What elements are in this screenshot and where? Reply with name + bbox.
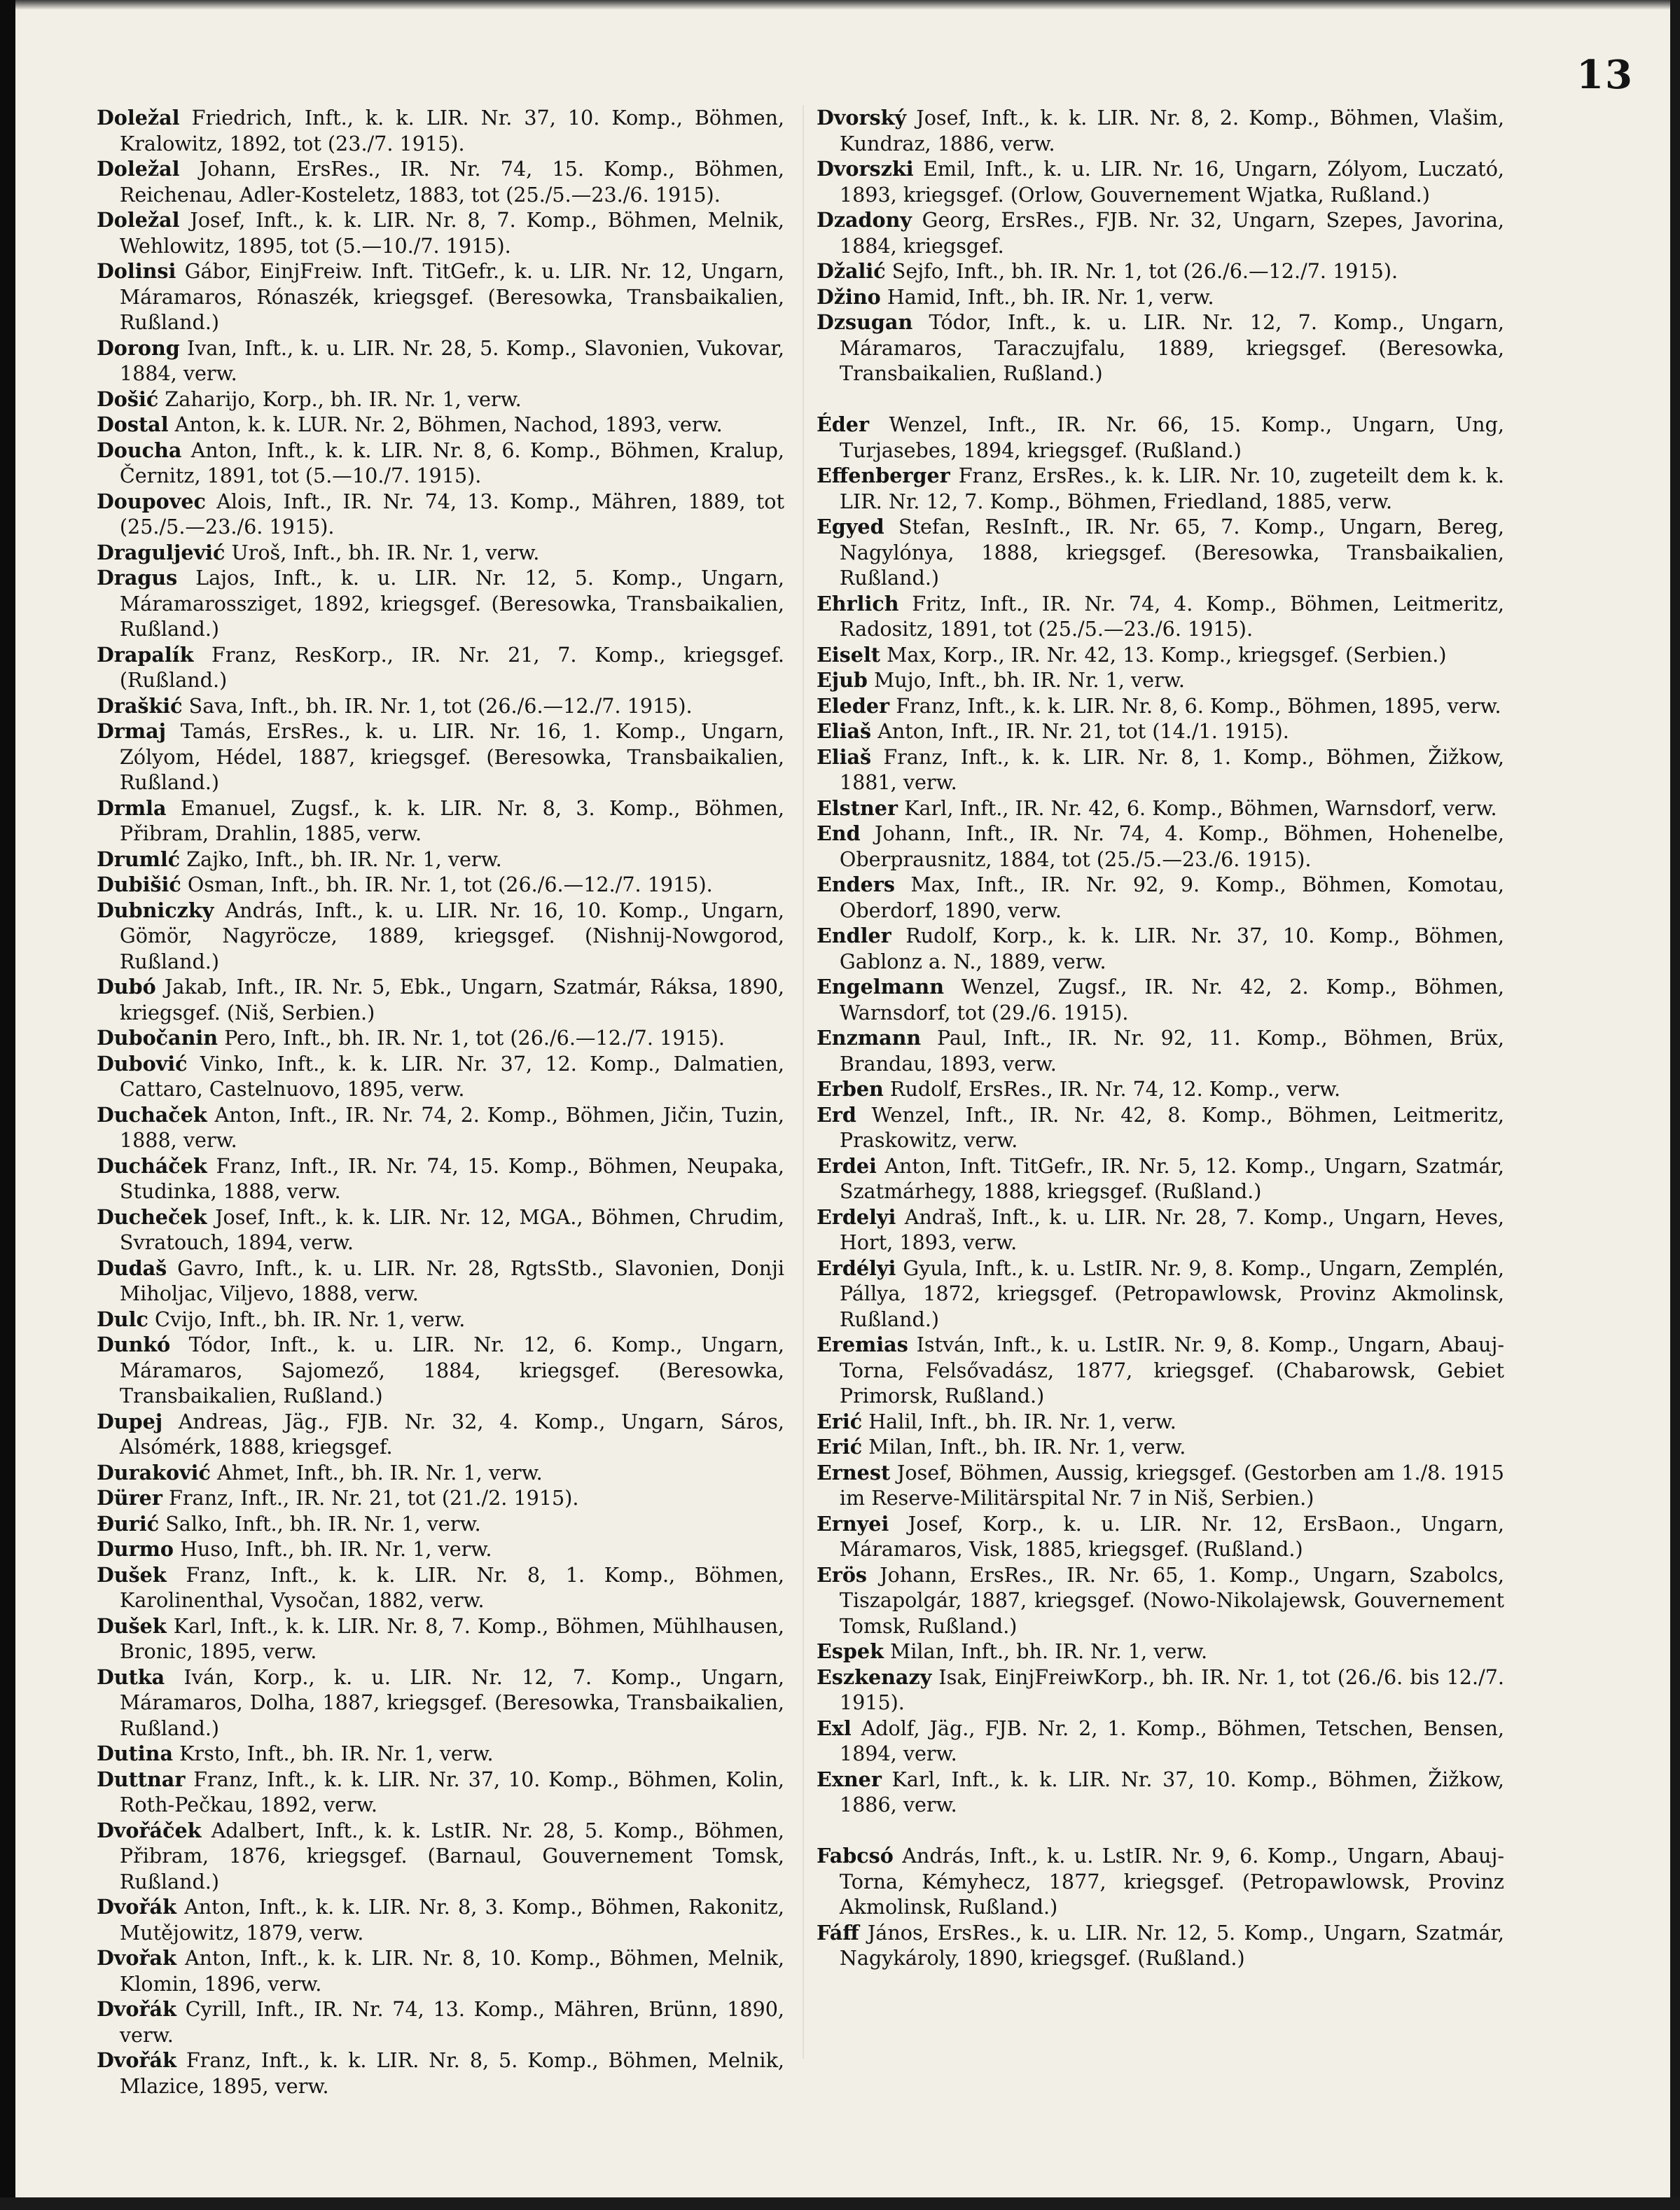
entry-details: Sejfo, Inft., bh. IR. Nr. 1, tot (26./6.—12./7. 1915). <box>885 259 1398 283</box>
casualty-entry <box>817 872 1504 923</box>
entry-surname: Ehrlich <box>817 591 899 616</box>
casualty-entry <box>97 1613 784 1665</box>
entry-details: Johann, ErsRes., IR. Nr. 74, 15. Komp., Böhmen, Reichenau, Adler-Kosteletz, 1883, tot (25./5.—23./6. 1915). <box>119 157 784 207</box>
section-gap <box>817 1818 1504 1844</box>
entry-details: Andreas, Jäg., FJB. Nr. 32, 4. Komp., Ungarn, Sáros, Alsómérk, 1888, kriegsgef. <box>119 1409 784 1459</box>
entry-details: Franz, Inft., k. k. LIR. Nr. 8, 6. Komp., Böhmen, 1895, verw. <box>889 693 1501 718</box>
entry-details: Rudolf, Korp., k. k. LIR. Nr. 37, 10. Komp., Böhmen, Gablonz a. N., 1889, verw. <box>839 924 1504 973</box>
casualty-entry <box>97 1332 784 1409</box>
casualty-entry <box>817 105 1504 156</box>
casualty-entry <box>97 1996 784 2048</box>
entry-details: Franz, Inft., IR. Nr. 74, 15. Komp., Böhmen, Neupaka, Studinka, 1888, verw. <box>119 1153 784 1203</box>
casualty-entry <box>97 1102 784 1153</box>
entry-surname: Ducheček <box>97 1204 207 1229</box>
casualty-entry <box>97 1818 784 1895</box>
entry-details: Anton, Inft., IR. Nr. 74, 2. Komp., Böhmen, Jičin, Tuzin, 1888, verw. <box>119 1102 784 1152</box>
casualty-entry <box>97 438 784 489</box>
entry-surname: Eliaš <box>817 744 872 769</box>
casualty-entry <box>97 1153 784 1204</box>
entry-surname: Eliaš <box>817 719 872 743</box>
casualty-entry <box>97 156 784 207</box>
entry-surname: Drumlć <box>97 847 181 871</box>
casualty-entry <box>97 1945 784 1996</box>
entry-details: Georg, ErsRes., FJB. Nr. 32, Ungarn, Szepes, Javorina, 1884, kriegsgef. <box>839 208 1504 258</box>
entry-details: Franz, Inft., k. k. LIR. Nr. 8, 5. Komp., Böhmen, Melnik, Mlazice, 1895, verw. <box>119 2048 784 2098</box>
entry-surname: Ernyei <box>817 1511 889 1536</box>
entry-surname: Došić <box>97 387 159 411</box>
entry-surname: Éder <box>817 412 870 436</box>
entry-surname: Elstner <box>817 795 898 820</box>
entry-details: Osman, Inft., bh. IR. Nr. 1, tot (26./6.—12./7. 1915). <box>181 873 713 896</box>
entry-surname: Doležal <box>97 157 180 181</box>
casualty-entry <box>97 1536 784 1562</box>
entry-surname: Eiselt <box>817 642 881 667</box>
casualty-entry <box>817 463 1504 514</box>
entry-surname: Ernest <box>817 1460 891 1485</box>
casualty-entry <box>817 591 1504 642</box>
entry-details: Adalbert, Inft., k. k. LstIR. Nr. 28, 5. Komp., Böhmen, Přibram, 1876, kriegsgef. (Barnaul, Gouvernement Tomsk, Rußland.) <box>119 1818 784 1893</box>
casualty-entry <box>97 847 784 873</box>
page-number: 13 <box>1576 52 1634 98</box>
entry-details: Uroš, Inft., bh. IR. Nr. 1, verw. <box>225 540 540 564</box>
entry-details: Anton, Inft., k. k. LIR. Nr. 8, 3. Komp., Böhmen, Rakonitz, Mutějowitz, 1879, verw. <box>119 1895 784 1945</box>
entry-surname: Dragus <box>97 566 178 590</box>
casualty-entry <box>817 1153 1504 1204</box>
casualty-entry <box>97 1562 784 1613</box>
entry-surname: Dolinsi <box>97 259 176 283</box>
entry-surname: Dorong <box>97 335 180 360</box>
entry-details: Karl, Inft., IR. Nr. 42, 6. Komp., Böhmen, Warnsdorf, verw. <box>898 795 1497 820</box>
casualty-entry <box>97 1741 784 1767</box>
entry-surname: Dvořák <box>97 1895 176 1919</box>
casualty-entry <box>817 642 1504 668</box>
entry-surname: Drapalík <box>97 642 194 667</box>
casualty-entry <box>817 1434 1504 1460</box>
entry-surname: Eremias <box>817 1333 908 1356</box>
entry-surname: Erdélyi <box>817 1256 896 1280</box>
entry-details: Fritz, Inft., IR. Nr. 74, 4. Komp., Böhmen, Leitmeritz, Radositz, 1891, tot (25./5.—23./6. 1915). <box>839 591 1504 641</box>
entry-details: Max, Korp., IR. Nr. 42, 13. Komp., kriegsgef. (Serbien.) <box>880 642 1447 667</box>
entry-details: Max, Inft., IR. Nr. 92, 9. Komp., Böhmen, Komotau, Oberdorf, 1890, verw. <box>839 873 1504 922</box>
casualty-entry <box>97 105 784 156</box>
entry-details: Josef, Inft., k. k. LIR. Nr. 12, MGA., Böhmen, Chrudim, Svratouch, 1894, verw. <box>119 1204 784 1254</box>
casualty-entry <box>97 1485 784 1511</box>
entry-surname: Exner <box>817 1767 882 1791</box>
entry-details: Ahmet, Inft., bh. IR. Nr. 1, verw. <box>210 1460 543 1485</box>
entry-surname: Espek <box>817 1639 884 1663</box>
entry-surname: Dubniczky <box>97 898 214 922</box>
casualty-entry <box>97 2048 784 2099</box>
casualty-entry <box>97 412 784 438</box>
entry-surname: Endler <box>817 924 891 947</box>
casualty-entry <box>817 923 1504 974</box>
entry-surname: Duraković <box>97 1460 211 1485</box>
entry-surname: Dzadony <box>817 208 912 232</box>
casualty-entry <box>817 1102 1504 1153</box>
entry-details: Johann, Inft., IR. Nr. 74, 4. Komp., Böhmen, Hohenelbe, Oberprausnitz, 1884, tot (25./5.—23./6. 1915). <box>839 821 1504 871</box>
casualty-entry <box>817 258 1504 284</box>
casualty-entry <box>817 667 1504 693</box>
entry-surname: Dvorský <box>817 106 907 130</box>
entry-details: János, ErsRes., k. u. LIR. Nr. 12, 5. Komp., Ungarn, Szatmár, Nagykároly, 1890, kriegsgef. (Rußland.) <box>839 1920 1504 1970</box>
entry-details: Wenzel, Inft., IR. Nr. 42, 8. Komp., Böhmen, Leitmeritz, Praskowitz, verw. <box>839 1102 1504 1152</box>
casualty-entry <box>817 1025 1504 1076</box>
entry-details: Isak, EinjFreiwKorp., bh. IR. Nr. 1, tot (26./6. bis 12./7. 1915). <box>839 1665 1504 1714</box>
casualty-entry <box>817 156 1504 207</box>
casualty-entry <box>97 207 784 258</box>
entry-details: Franz, ResKorp., IR. Nr. 21, 7. Komp., kriegsgef. (Rußland.) <box>119 642 784 692</box>
left-column <box>97 105 784 2099</box>
casualty-entry <box>97 540 784 566</box>
entry-surname: Dubočanin <box>97 1026 218 1050</box>
entry-surname: Dostal <box>97 412 169 436</box>
entry-details: Karl, Inft., k. k. LIR. Nr. 8, 7. Komp., Böhmen, Mühlhausen, Bronic, 1895, verw. <box>119 1613 784 1663</box>
casualty-entry <box>97 1409 784 1460</box>
entry-surname: Doupovec <box>97 489 206 513</box>
entry-surname: Dvorszki <box>817 157 914 181</box>
casualty-entry <box>817 412 1504 463</box>
entry-details: Franz, Inft., IR. Nr. 21, tot (21./2. 1915). <box>162 1486 579 1510</box>
scan-edge-top <box>0 0 1680 10</box>
entry-surname: Dupej <box>97 1409 163 1433</box>
entry-surname: Draškić <box>97 693 183 718</box>
entry-details: Zajko, Inft., bh. IR. Nr. 1, verw. <box>180 847 502 871</box>
entry-details: Friedrich, Inft., k. k. LIR. Nr. 37, 10. Komp., Böhmen, Kralowitz, 1892, tot (23./7. 1915). <box>119 106 784 155</box>
casualty-entry <box>817 718 1504 744</box>
entry-surname: Dubović <box>97 1051 188 1076</box>
scan-edge-bottom <box>0 2197 1680 2210</box>
entry-surname: Dušek <box>97 1562 167 1587</box>
casualty-entry <box>817 207 1504 258</box>
entry-details: Cyrill, Inft., IR. Nr. 74, 13. Komp., Mähren, Brünn, 1890, verw. <box>119 1997 784 2047</box>
entry-surname: Fáff <box>817 1920 859 1945</box>
entry-surname: Engelmann <box>817 975 944 999</box>
casualty-entry <box>817 1639 1504 1665</box>
entry-surname: Erös <box>817 1562 868 1587</box>
casualty-entry <box>817 1511 1504 1562</box>
casualty-entry <box>97 1025 784 1051</box>
casualty-entry <box>97 1204 784 1256</box>
casualty-entry <box>97 1511 784 1537</box>
entry-details: Josef, Inft., k. k. LIR. Nr. 8, 2. Komp., Böhmen, Vlašim, Kundraz, 1886, verw. <box>839 106 1504 155</box>
casualty-entry <box>97 1894 784 1945</box>
entry-details: Tamás, ErsRes., k. u. LIR. Nr. 16, 1. Komp., Ungarn, Zólyom, Hédel, 1887, kriegsgef. (Beresowka, Transbaikalien, Rußland.) <box>119 719 784 794</box>
entry-surname: Dulc <box>97 1307 148 1331</box>
entry-details: Wenzel, Inft., IR. Nr. 66, 15. Komp., Ungarn, Ung, Turjasebes, 1894, kriegsgef. (Rußland.) <box>839 412 1504 462</box>
entry-details: Iván, Korp., k. u. LIR. Nr. 12, 7. Komp., Ungarn, Máramaros, Dolha, 1887, kriegsgef. (Beresowka, Transbaikalien, Rußland.) <box>119 1665 784 1740</box>
entry-surname: Erić <box>817 1435 863 1459</box>
casualty-entry <box>97 898 784 975</box>
casualty-entry <box>817 1204 1504 1256</box>
entry-surname: Erić <box>817 1409 863 1433</box>
entry-details: Jakab, Inft., IR. Nr. 5, Ebk., Ungarn, Szatmár, Ráksa, 1890, kriegsgef. (Niš, Serbien.) <box>119 975 784 1024</box>
entry-surname: Džalić <box>817 259 886 283</box>
entry-surname: Ejub <box>817 668 868 692</box>
entry-details: Tódor, Inft., k. u. LIR. Nr. 12, 6. Komp., Ungarn, Máramaros, Sajomező, 1884, kriegsgef. (Beresowka, Transbaikalien, Rußland.) <box>119 1333 784 1408</box>
entry-details: András, Inft., k. u. LIR. Nr. 16, 10. Komp., Ungarn, Gömör, Nagyröcze, 1889, kriegsgef. (Nishnij-Nowgorod, Rußland.) <box>119 898 784 973</box>
entry-details: Andraš, Inft., k. u. LIR. Nr. 28, 7. Komp., Ungarn, Heves, Hort, 1893, verw. <box>839 1204 1504 1254</box>
entry-surname: Dušek <box>97 1613 167 1638</box>
entry-surname: Exl <box>817 1716 852 1740</box>
entry-details: Cvijo, Inft., bh. IR. Nr. 1, verw. <box>148 1307 466 1331</box>
casualty-entry <box>817 1767 1504 1818</box>
entry-details: Karl, Inft., k. k. LIR. Nr. 37, 10. Komp., Böhmen, Žižkow, 1886, verw. <box>839 1767 1504 1816</box>
entry-surname: Egyed <box>817 515 884 538</box>
entry-details: Emanuel, Zugsf., k. k. LIR. Nr. 8, 3. Komp., Böhmen, Přibram, Drahlin, 1885, verw. <box>119 795 784 845</box>
entry-surname: Dubišić <box>97 873 181 896</box>
casualty-entry <box>817 1409 1504 1435</box>
entry-surname: Dürer <box>97 1486 162 1510</box>
casualty-entry <box>97 974 784 1025</box>
entry-surname: Duttnar <box>97 1767 186 1791</box>
casualty-entry <box>97 1051 784 1102</box>
entry-surname: Erdei <box>817 1153 877 1178</box>
entry-details: Franz, Inft., k. k. LIR. Nr. 37, 10. Komp., Böhmen, Kolin, Roth-Pečkau, 1892, verw. <box>119 1767 784 1816</box>
entry-surname: Drmla <box>97 795 167 820</box>
section-gap <box>817 387 1504 412</box>
entry-details: Salko, Inft., bh. IR. Nr. 1, verw. <box>159 1511 481 1536</box>
entry-details: Anton, Inft., k. k. LIR. Nr. 8, 10. Komp., Böhmen, Melnik, Klomin, 1896, verw. <box>119 1946 784 1996</box>
entry-surname: End <box>817 821 861 845</box>
right-column <box>817 105 1504 1971</box>
casualty-entry <box>97 258 784 335</box>
entry-details: Adolf, Jäg., FJB. Nr. 2, 1. Komp., Böhmen, Tetschen, Bensen, 1894, verw. <box>839 1716 1504 1765</box>
entry-details: Milan, Inft., bh. IR. Nr. 1, verw. <box>883 1639 1208 1663</box>
entry-details: Gyula, Inft., k. u. LstIR. Nr. 9, 8. Komp., Ungarn, Zemplén, Pállya, 1872, kriegsgef. (Petropawlowsk, Provinz Akmolinsk, Rußland.) <box>839 1256 1504 1331</box>
entry-details: Sava, Inft., bh. IR. Nr. 1, tot (26./6.—12./7. 1915). <box>182 693 693 718</box>
entry-surname: Ducháček <box>97 1153 207 1178</box>
entry-surname: Eleder <box>817 693 890 718</box>
entry-details: Anton, k. k. LUR. Nr. 2, Böhmen, Nachod, 1893, verw. <box>168 412 723 436</box>
entry-surname: Draguljević <box>97 540 225 564</box>
entry-details: Wenzel, Zugsf., IR. Nr. 42, 2. Komp., Böhmen, Warnsdorf, tot (29./6. 1915). <box>839 975 1504 1024</box>
entry-details: Tódor, Inft., k. u. LIR. Nr. 12, 7. Komp., Ungarn, Máramaros, Taraczujfalu, 1889, kriegsgef. (Beresowka, Transbaikalien, Rußland.) <box>839 310 1504 385</box>
casualty-entry <box>97 693 784 719</box>
entry-surname: Džino <box>817 284 881 309</box>
entry-details: Pero, Inft., bh. IR. Nr. 1, tot (26./6.—12./7. 1915). <box>218 1026 726 1050</box>
casualty-entry <box>97 1665 784 1742</box>
casualty-entry <box>97 642 784 693</box>
entry-surname: Dvořák <box>97 2048 176 2072</box>
entry-details: Halil, Inft., bh. IR. Nr. 1, verw. <box>862 1409 1176 1433</box>
entry-details: Milan, Inft., bh. IR. Nr. 1, verw. <box>862 1435 1186 1459</box>
entry-surname: Đurić <box>97 1511 160 1536</box>
entry-details: Anton, Inft. TitGefr., IR. Nr. 5, 12. Komp., Ungarn, Szatmár, Szatmárhegy, 1888, kriegsgef. (Rußland.) <box>839 1153 1504 1203</box>
entry-details: Alois, Inft., IR. Nr. 74, 13. Komp., Mähren, 1889, tot (25./5.—23./6. 1915). <box>119 489 784 538</box>
casualty-entry <box>97 1767 784 1818</box>
casualty-entry <box>817 693 1504 719</box>
casualty-entry <box>817 1920 1504 1971</box>
entry-surname: Dvořák <box>97 1997 176 2021</box>
casualty-entry <box>817 1716 1504 1767</box>
entry-surname: Enzmann <box>817 1026 922 1050</box>
entry-surname: Dutina <box>97 1742 173 1765</box>
entry-details: Josef, Inft., k. k. LIR. Nr. 8, 7. Komp., Böhmen, Melnik, Wehlowitz, 1895, tot (5.—10./7. 1915). <box>119 208 784 258</box>
casualty-entry <box>817 1256 1504 1333</box>
entry-details: Vinko, Inft., k. k. LIR. Nr. 37, 12. Komp., Dalmatien, Cattaro, Castelnuovo, 1895, verw. <box>119 1051 784 1101</box>
entry-surname: Dzsugan <box>817 310 913 334</box>
entry-surname: Erdelyi <box>817 1204 896 1229</box>
scan-edge-left <box>0 0 15 2210</box>
entry-surname: Duchaček <box>97 1102 207 1127</box>
entry-surname: Eszkenazy <box>817 1665 932 1689</box>
entry-surname: Durmo <box>97 1537 174 1561</box>
entry-details: Rudolf, ErsRes., IR. Nr. 74, 12. Komp., verw. <box>883 1077 1341 1101</box>
entry-surname: Dubó <box>97 975 156 999</box>
casualty-entry <box>817 1460 1504 1511</box>
entry-details: István, Inft., k. u. LstIR. Nr. 9, 8. Komp., Ungarn, Abauj-Torna, Felsővadász, 1877, kriegsgef. (Chabarowsk, Gebiet Primorsk, Rußland.) <box>839 1333 1504 1408</box>
entry-details: Zaharijo, Korp., bh. IR. Nr. 1, verw. <box>158 387 522 411</box>
entry-details: Franz, Inft., k. k. LIR. Nr. 8, 1. Komp., Böhmen, Karolinenthal, Vysočan, 1882, verw. <box>119 1562 784 1612</box>
scan-edge-right <box>1670 0 1680 2210</box>
casualty-entry <box>97 872 784 898</box>
entry-surname: Doucha <box>97 438 182 462</box>
entry-surname: Enders <box>817 873 895 896</box>
casualty-entry <box>817 310 1504 387</box>
entry-details: Mujo, Inft., bh. IR. Nr. 1, verw. <box>867 668 1185 692</box>
entry-details: András, Inft., k. u. LstIR. Nr. 9, 6. Komp., Ungarn, Abauj-Torna, Kémyhecz, 1877, kriegsgef. (Petropawlowsk, Provinz Akmolinsk, Rußland.) <box>839 1844 1504 1919</box>
entry-details: Gavro, Inft., k. u. LIR. Nr. 28, RgtsStb., Slavonien, Donji Miholjac, Viljevo, 1888, verw. <box>119 1256 784 1305</box>
entry-details: Johann, ErsRes., IR. Nr. 65, 1. Komp., Ungarn, Szabolcs, Tiszapolgár, 1887, kriegsgef. (Nowo-Nikolajewsk, Gouvernement Tomsk, Rußland.) <box>839 1562 1504 1638</box>
entry-surname: Drmaj <box>97 719 166 743</box>
casualty-entry <box>817 744 1504 795</box>
entry-details: Franz, Inft., k. k. LIR. Nr. 8, 1. Komp., Böhmen, Žižkow, 1881, verw. <box>839 744 1504 794</box>
entry-details: Josef, Böhmen, Aussig, kriegsgef. (Gestorben am 1./8. 1915 im Reserve-Militärspital Nr. 7 in Niš, Serbien.) <box>839 1460 1504 1510</box>
entry-details: Anton, Inft., IR. Nr. 21, tot (14./1. 1915). <box>871 719 1289 743</box>
entry-surname: Effenberger <box>817 464 950 487</box>
casualty-entry <box>97 387 784 412</box>
entry-surname: Fabcsó <box>817 1844 894 1868</box>
entry-surname: Dunkó <box>97 1333 171 1356</box>
entry-details: Franz, ErsRes., k. k. LIR. Nr. 10, zugeteilt dem k. k. LIR. Nr. 12, 7. Komp., Böhmen, Friedland, 1885, verw. <box>839 464 1504 513</box>
entry-details: Emil, Inft., k. u. LIR. Nr. 16, Ungarn, Zólyom, Luczató, 1893, kriegsgef. (Orlow, Gouvernement Wjatka, Rußland.) <box>839 157 1504 207</box>
casualty-entry <box>817 974 1504 1025</box>
entry-details: Ivan, Inft., k. u. LIR. Nr. 28, 5. Komp., Slavonien, Vukovar, 1884, verw. <box>119 335 784 385</box>
casualty-entry <box>97 1256 784 1307</box>
entry-surname: Dvořak <box>97 1946 176 1970</box>
casualty-entry <box>817 284 1504 310</box>
casualty-entry <box>97 565 784 642</box>
casualty-entry <box>817 821 1504 872</box>
casualty-entry <box>97 1307 784 1333</box>
entry-details: Hamid, Inft., bh. IR. Nr. 1, verw. <box>880 284 1214 309</box>
entry-details: Huso, Inft., bh. IR. Nr. 1, verw. <box>173 1537 492 1561</box>
entry-surname: Doležal <box>97 106 180 130</box>
entry-surname: Dudaš <box>97 1256 167 1280</box>
entry-details: Anton, Inft., k. k. LIR. Nr. 8, 6. Komp., Böhmen, Kralup, Černitz, 1891, tot (5.—10./7. 1915). <box>119 438 784 487</box>
entry-surname: Dutka <box>97 1665 165 1689</box>
casualty-entry <box>817 1332 1504 1409</box>
casualty-entry <box>817 1665 1504 1716</box>
casualty-entry <box>97 718 784 795</box>
entry-details: Josef, Korp., k. u. LIR. Nr. 12, ErsBaon., Ungarn, Máramaros, Visk, 1885, kriegsgef. (Rußland.) <box>839 1511 1504 1561</box>
casualty-entry <box>817 1843 1504 1920</box>
casualty-entry <box>97 795 784 847</box>
casualty-entry <box>97 489 784 540</box>
entry-surname: Erd <box>817 1102 856 1127</box>
casualty-entry <box>817 795 1504 821</box>
entry-details: Gábor, EinjFreiw. Inft. TitGefr., k. u. LIR. Nr. 12, Ungarn, Máramaros, Rónaszék, kriegsgef. (Beresowka, Transbaikalien, Rußland.) <box>119 259 784 334</box>
entry-surname: Erben <box>817 1077 884 1101</box>
entry-details: Lajos, Inft., k. u. LIR. Nr. 12, 5. Komp., Ungarn, Máramarossziget, 1892, kriegsgef. (Beresowka, Transbaikalien, Rußland.) <box>119 566 784 641</box>
casualty-entry <box>817 1076 1504 1102</box>
entry-details: Stefan, ResInft., IR. Nr. 65, 7. Komp., Ungarn, Bereg, Nagylónya, 1888, kriegsgef. (Beresowka, Transbaikalien, Rußland.) <box>839 515 1504 590</box>
casualty-entry <box>817 1562 1504 1639</box>
entry-details: Krsto, Inft., bh. IR. Nr. 1, verw. <box>172 1742 494 1765</box>
entry-details: Paul, Inft., IR. Nr. 92, 11. Komp., Böhmen, Brüx, Brandau, 1893, verw. <box>839 1026 1504 1076</box>
column-divider <box>803 105 804 2059</box>
casualty-entry <box>97 335 784 387</box>
entry-surname: Dvořáček <box>97 1818 202 1842</box>
casualty-entry <box>97 1460 784 1486</box>
entry-surname: Doležal <box>97 208 180 232</box>
casualty-entry <box>817 514 1504 591</box>
